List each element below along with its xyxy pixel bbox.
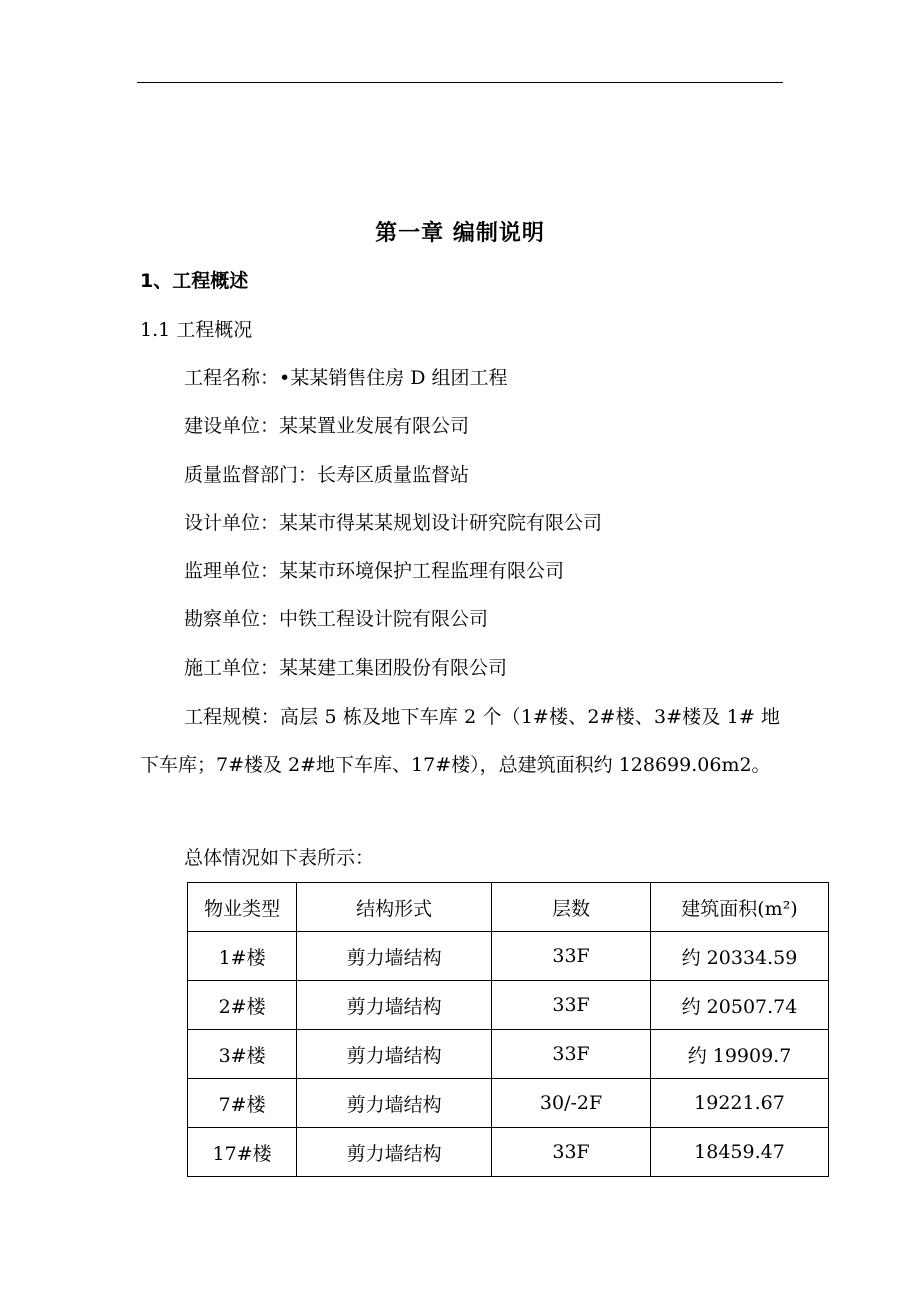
info-designer: 设计单位：某某市得某某规划设计研究院有限公司 bbox=[184, 511, 603, 534]
cell-structure: 剪力墙结构 bbox=[297, 981, 492, 1030]
info-survey-company: 勘察单位：中铁工程设计院有限公司 bbox=[184, 608, 489, 631]
cell-area: 约 19909.7 bbox=[651, 1030, 829, 1079]
cell-property-type: 3#楼 bbox=[188, 1030, 297, 1079]
header-structure: 结构形式 bbox=[297, 883, 492, 932]
project-scale-paragraph: 工程规模：高层 5 栋及地下车库 2 个（1#楼、2#楼、3#楼及 1# 地下车库；7#楼及 2#地下车库、17#楼），总建筑面积约 128699.06m2。 bbox=[140, 706, 780, 777]
info-developer: 建设单位：某某置业发展有限公司 bbox=[184, 415, 470, 438]
table-row bbox=[188, 1128, 829, 1177]
info-project-name: 工程名称：•某某销售住房 D 组团工程 bbox=[184, 367, 508, 389]
cell-structure: 剪力墙结构 bbox=[297, 932, 492, 981]
subsection-title: 1.1 工程概况 bbox=[140, 319, 253, 341]
header-rule bbox=[137, 82, 783, 83]
info-contractor: 施工单位：某某建工集团股份有限公司 bbox=[184, 656, 508, 679]
cell-floors: 30/-2F bbox=[492, 1079, 651, 1128]
cell-property-type: 17#楼 bbox=[188, 1128, 297, 1177]
cell-area: 18459.47 bbox=[651, 1128, 829, 1177]
cell-property-type: 1#楼 bbox=[188, 932, 297, 981]
table-row bbox=[188, 932, 829, 981]
cell-area: 19221.67 bbox=[651, 1079, 829, 1128]
cell-area: 约 20507.74 bbox=[651, 981, 829, 1030]
table-row bbox=[188, 981, 829, 1030]
chapter-title: 第一章 编制说明 bbox=[375, 221, 545, 246]
header-property-type: 物业类型 bbox=[188, 883, 297, 932]
cell-floors: 33F bbox=[492, 981, 651, 1030]
cell-structure: 剪力墙结构 bbox=[297, 1079, 492, 1128]
cell-floors: 33F bbox=[492, 932, 651, 981]
cell-property-type: 7#楼 bbox=[188, 1079, 297, 1128]
cell-property-type: 2#楼 bbox=[188, 981, 297, 1030]
cell-floors: 33F bbox=[492, 1128, 651, 1177]
cell-structure: 剪力墙结构 bbox=[297, 1128, 492, 1177]
header-area: 建筑面积(m²) bbox=[651, 883, 829, 932]
summary-table bbox=[187, 882, 829, 1177]
info-quality-supervisor: 质量监督部门：长寿区质量监督站 bbox=[184, 463, 470, 486]
section-title: 1、工程概述 bbox=[140, 270, 249, 292]
table-intro: 总体情况如下表所示： bbox=[184, 847, 375, 869]
table-row bbox=[188, 1030, 829, 1079]
cell-area: 约 20334.59 bbox=[651, 932, 829, 981]
header-floors: 层数 bbox=[492, 883, 651, 932]
table-header-row bbox=[188, 883, 829, 932]
table-row bbox=[188, 1079, 829, 1128]
cell-floors: 33F bbox=[492, 1030, 651, 1079]
info-supervision-company: 监理单位：某某市环境保护工程监理有限公司 bbox=[184, 560, 565, 583]
cell-structure: 剪力墙结构 bbox=[297, 1030, 492, 1079]
project-info-list bbox=[184, 360, 602, 698]
